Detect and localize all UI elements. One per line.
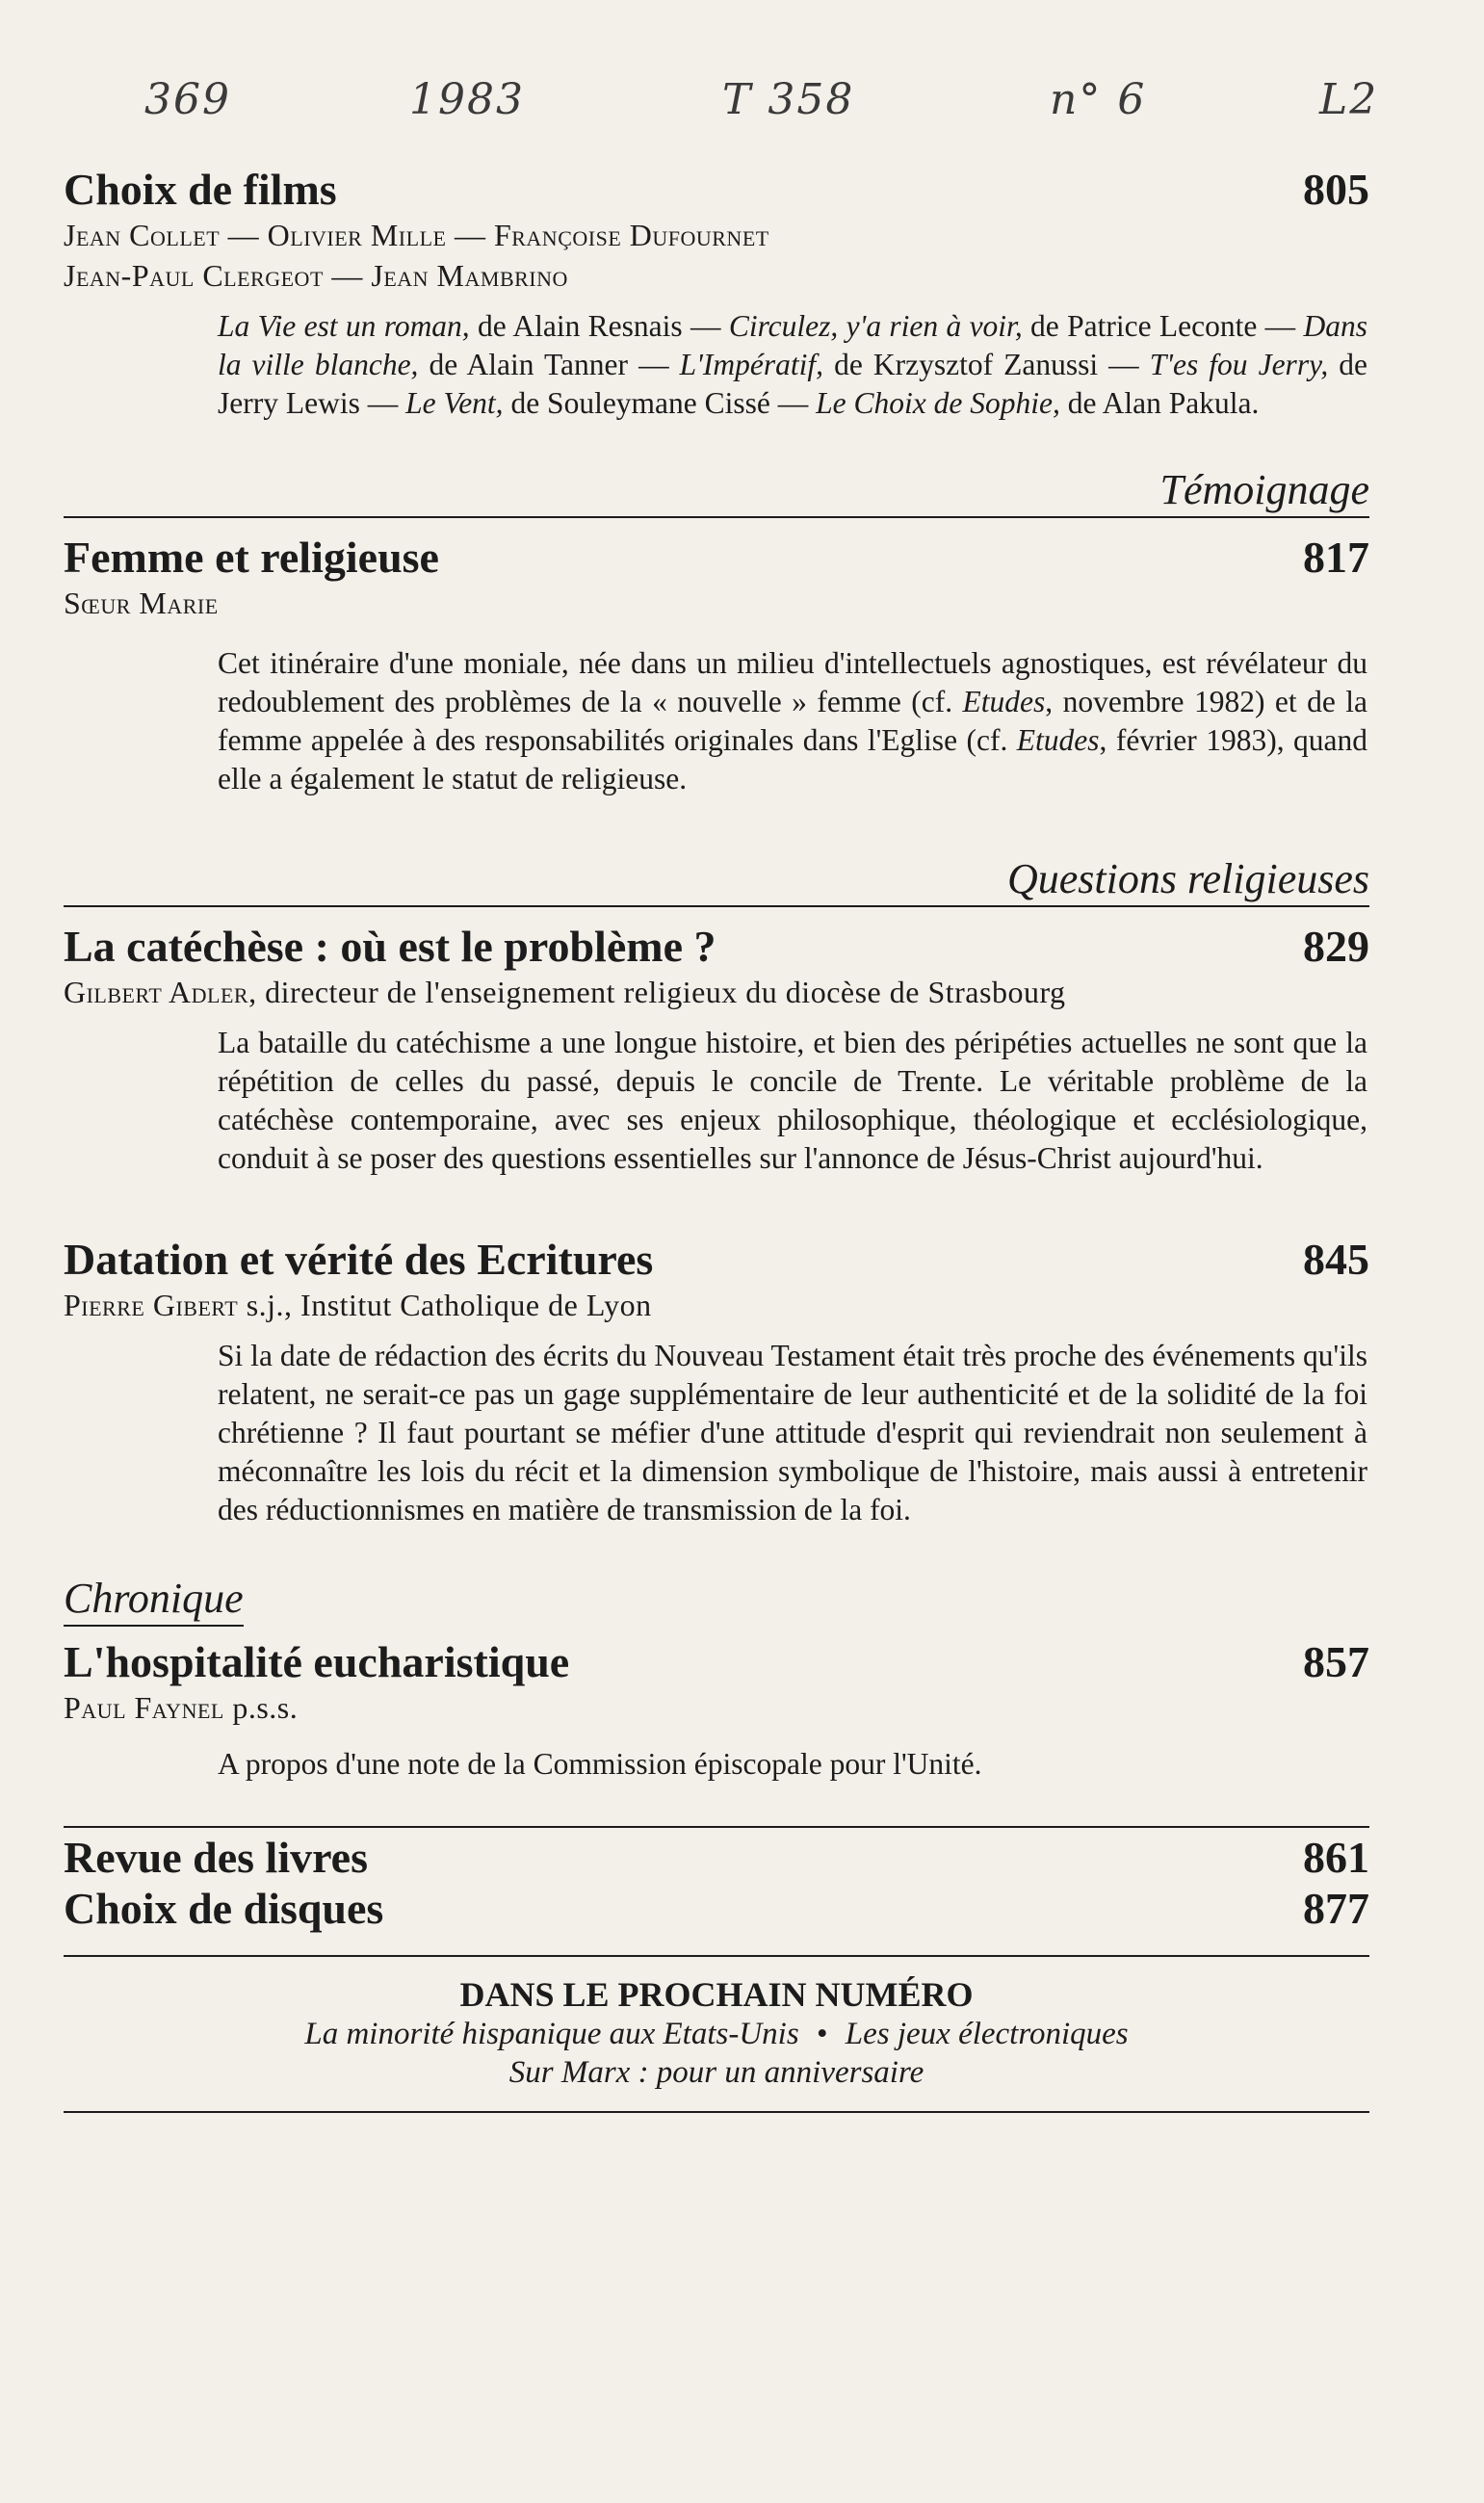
- next-issue-topics: [64, 2015, 1369, 2053]
- description-text: Cet itinéraire d'une moniale, née dans un milieu d'intellectuels agnostiques, est révélateur du redoublement des problèmes de la « nouvelle » femme (cf.: [218, 646, 1367, 718]
- handwritten-mark: L2: [1319, 75, 1379, 124]
- divider: [64, 1826, 1369, 1828]
- divider: [64, 1955, 1369, 1957]
- entry-description: La bataille du catéchisme a une longue histoire, et bien des péripéties actuelles ne sont que la répétition de celles du passé, depuis le concile de Trente. Le véritable problème de la catéchèse contemporaine, avec ses enjeux philosophique, théologique et ecclésiologique, conduit à se poser des questions essentielles sur l'annonce de Jésus-Christ aujourd'hui.: [218, 1026, 1367, 1175]
- page-number: 805: [1303, 165, 1369, 214]
- entry-title[interactable]: Choix de disques: [64, 1884, 384, 1933]
- toc-entry-datation: [64, 1234, 1369, 1529]
- entry-title[interactable]: Revue des livres: [64, 1833, 369, 1882]
- entry-description: [218, 644, 1367, 798]
- author: Pierre Gibert: [64, 1288, 239, 1322]
- handwritten-code: T 358: [722, 75, 855, 124]
- italic-title: Le Vent,: [405, 386, 504, 420]
- toc-entry-catechese: [64, 921, 1369, 1178]
- authors-line-1: Jean Collet — Olivier Mille — Françoise Dufournet: [64, 218, 769, 252]
- italic-title: T'es fou Jerry,: [1149, 348, 1329, 381]
- description-text: de Alain Tanner —: [418, 348, 680, 381]
- author: Sœur Marie: [64, 586, 219, 620]
- toc-entry-hospitalite: [64, 1636, 1369, 1784]
- entry-title[interactable]: Femme et religieuse: [64, 533, 439, 582]
- italic-title: Le Choix de Sophie,: [816, 386, 1060, 420]
- section-heading-chronique: Chronique: [64, 1574, 244, 1627]
- next-issue-topic: Les jeux électroniques: [845, 2017, 1129, 2051]
- toc-entry-disques: [64, 1883, 1369, 1934]
- description-text: , novembre 1982) et de la femme appelée à des responsabilités originales dans l'Eglise (cf.: [218, 685, 1367, 757]
- entry-description: A propos d'une note de la Commission épiscopale pour l'Unité.: [218, 1747, 982, 1781]
- author: Gilbert Adler: [64, 975, 249, 1009]
- next-issue-box: [64, 1974, 1369, 2092]
- next-issue-topic: La minorité hispanique aux Etats-Unis: [304, 2017, 799, 2051]
- description-text: de Alan Pakula.: [1059, 386, 1260, 420]
- description-text: de Alain Resnais —: [469, 309, 729, 343]
- author-affiliation: s.j., Institut Catholique de Lyon: [238, 1288, 652, 1322]
- section-heading-questions: Questions religieuses: [64, 854, 1369, 907]
- author: Paul Faynel: [64, 1690, 224, 1725]
- description-text: de Krzysztof Zanussi —: [823, 348, 1150, 381]
- description-text: de Jerry Lewis —: [218, 348, 1367, 420]
- page-number: 817: [1303, 533, 1369, 582]
- table-of-contents: [64, 164, 1369, 2113]
- handwritten-year: 1983: [409, 75, 525, 124]
- page-number: 857: [1303, 1637, 1369, 1686]
- entry-title[interactable]: Choix de films: [64, 165, 337, 214]
- page-number: 845: [1303, 1235, 1369, 1284]
- handwritten-number: 369: [144, 75, 231, 124]
- italic-title: Etudes: [1016, 723, 1100, 757]
- toc-entry-films: [64, 164, 1369, 423]
- author-affiliation: , directeur de l'enseignement religieux du diocèse de Strasbourg: [248, 975, 1066, 1009]
- italic-title: Circulez, y'a rien à voir,: [728, 309, 1023, 343]
- entry-title[interactable]: L'hospitalité eucharistique: [64, 1637, 570, 1686]
- section-heading-temoignage: Témoignage: [64, 465, 1369, 518]
- toc-entry-femme: [64, 532, 1369, 798]
- next-issue-topic: Sur Marx : pour un anniversaire: [508, 2055, 924, 2090]
- italic-title: Dans la ville blanche,: [218, 309, 1368, 381]
- entry-title[interactable]: La catéchèse : où est le problème ?: [64, 922, 716, 971]
- description-text: , février 1983), quand elle a également le statut de religieuse.: [218, 723, 1368, 795]
- authors-line-2: Jean-Paul Clergeot — Jean Mambrino: [64, 258, 568, 293]
- italic-title: L'Impératif,: [679, 348, 824, 381]
- bullet-separator: •: [816, 2017, 828, 2051]
- entry-description: Si la date de rédaction des écrits du Nouveau Testament était très proche des événements qu'ils relatent, ne serait-ce pas un gage supplémentaire de leur authenticité et de la solidité de la foi chrétienne ? Il faut pourtant se méfier d'une attitude d'esprit qui reviendrait non seulement à méconnaître les lois du récit et la dimension symbolique de l'histoire, mais aussi à entretenir des réductionnismes en matière de transmission de la foi.: [218, 1339, 1367, 1526]
- handwritten-issue: n° 6: [1050, 75, 1147, 124]
- description-text: de Souleymane Cissé —: [503, 386, 817, 420]
- toc-entry-livres: [64, 1832, 1369, 1883]
- next-issue-heading: DANS LE PROCHAIN NUMÉRO: [459, 1975, 974, 2014]
- entry-description: [218, 307, 1367, 423]
- description-text: de Patrice Leconte —: [1022, 309, 1304, 343]
- divider: [64, 2111, 1369, 2113]
- italic-title: Etudes: [962, 685, 1046, 718]
- page-number: 861: [1303, 1833, 1369, 1882]
- author-affiliation: p.s.s.: [223, 1690, 299, 1725]
- italic-title: La Vie est un roman,: [218, 309, 470, 343]
- page-number: 829: [1303, 922, 1369, 971]
- page-number: 877: [1303, 1884, 1369, 1933]
- entry-title[interactable]: Datation et vérité des Ecritures: [64, 1235, 654, 1284]
